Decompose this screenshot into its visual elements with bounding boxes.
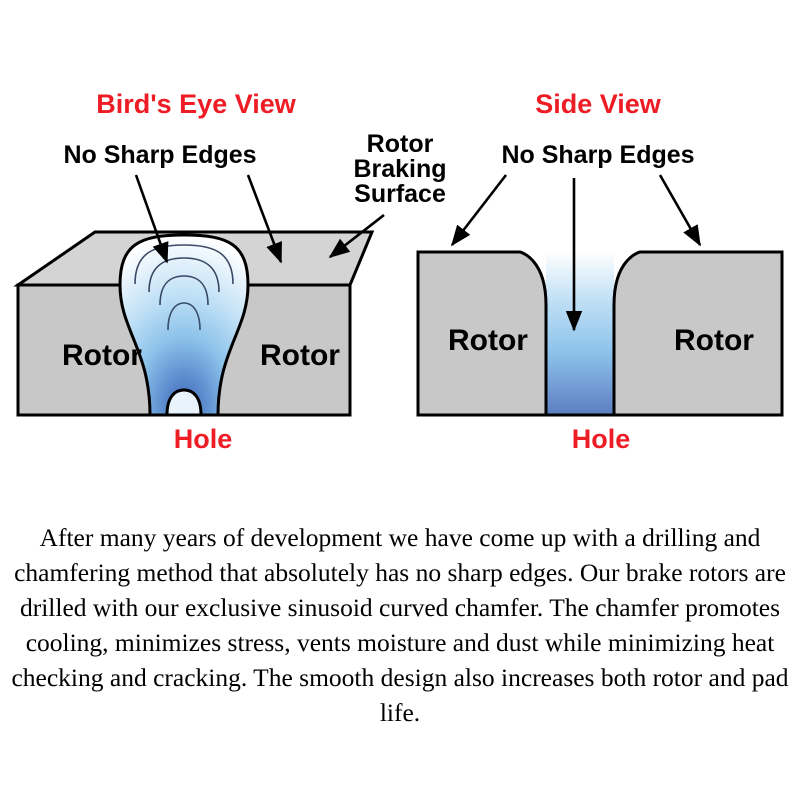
- rotor-braking-surface-label-line3: Surface: [354, 180, 446, 208]
- birds-eye-rotor-left-label: Rotor: [62, 339, 142, 372]
- birds-eye-no-sharp-edges-label: No Sharp Edges: [63, 141, 257, 169]
- birds-eye-title: Bird's Eye View: [96, 89, 296, 119]
- birds-eye-rotor-right-label: Rotor: [260, 339, 340, 372]
- birds-eye-view-group: [18, 89, 447, 454]
- hole-bore-opening: [167, 390, 201, 415]
- side-rotor-right-label: Rotor: [674, 324, 754, 357]
- side-rotor-left-label: Rotor: [448, 324, 528, 357]
- rotor-braking-surface-label-line2: Braking: [353, 155, 447, 183]
- side-view-no-sharp-edges-label: No Sharp Edges: [501, 141, 695, 169]
- side-hole-channel: [546, 252, 614, 415]
- arrow-side-left: [452, 175, 506, 245]
- birds-eye-hole-label: Hole: [173, 424, 233, 454]
- side-view-group: [418, 89, 782, 454]
- rotor-braking-surface-label-line1: Rotor: [366, 130, 434, 158]
- caption-text: After many years of development we have come up with a drilling and chamfering method that absolutely has no sharp edges. Our brake rotors are drilled with our exclusive sinusoid curved chamfer. The chamfer promotes cooling, minimizes stress, vents moisture and dust while minimizing heat checking and cracking. The smooth design also increases both rotor and pad life.: [11, 523, 789, 727]
- arrow-side-right: [660, 175, 700, 245]
- side-hole-label: Hole: [571, 424, 631, 454]
- side-view-title: Side View: [535, 89, 661, 119]
